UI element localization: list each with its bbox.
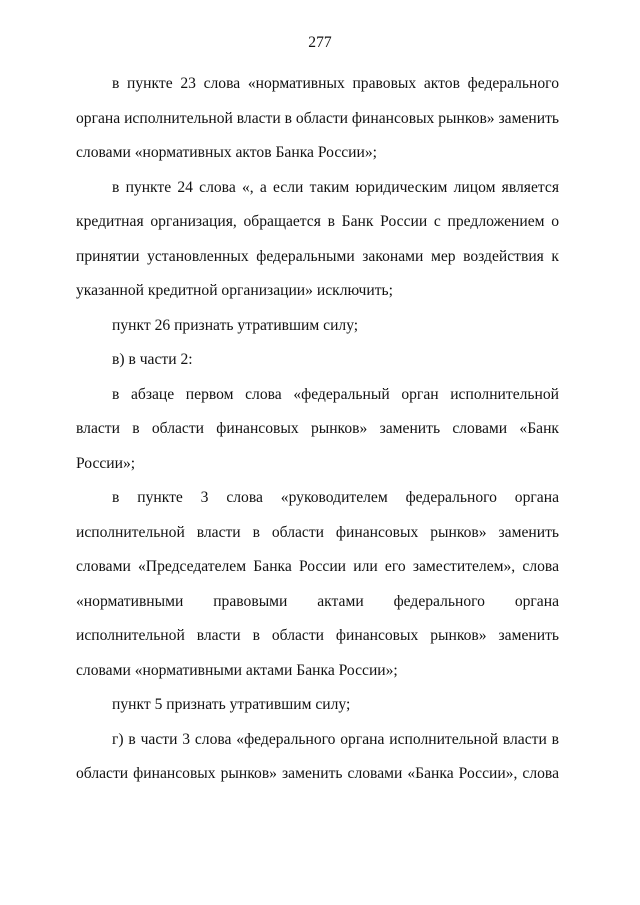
paragraph-part-2-heading: в) в части 2: — [112, 351, 193, 368]
paragraph-clause-23: в пункте 23 слова «нормативных правовых актов федерального органа исполнительной власти в области финансовых рынков» заменить словами «нормативных актов Банка России»; — [76, 75, 559, 161]
paragraph-clause-26: пункт 26 признать утратившим силу; — [112, 316, 359, 334]
paragraph-part-3: г) в части 3 слова «федерального органа исполнительной власти в области финансовых рынков» заменить словами «Банка России», слова — [76, 730, 559, 782]
paragraph-part-2-clause-3: в пункте 3 слова «руководителем федерального органа исполнительной власти в области финансовых рынков» заменить словами «Председателем Банка России или его заместителем», слова «нормативными правовыми актами федерального органа исполнительной власти в области финансовых рынков» заменить словами «нормативными актами Банка России»; — [76, 489, 559, 679]
document-body — [76, 67, 559, 792]
paragraph-part-2-clause-5: пункт 5 признать утратившим силу; — [112, 696, 351, 713]
page-number: 277 — [308, 34, 332, 51]
paragraph-part-2-first-indent: в абзаце первом слова «федеральный орган исполнительной власти в области финансовых рынков» заменить словами «Банк России»; — [76, 385, 559, 472]
paragraph-clause-24: в пункте 24 слова «, а если таким юридическим лицом является кредитная организация, обращается в Банк России с предложением о принятии установленных федеральными законами мер воздействия к указанной кредитной организации» исключить; — [76, 178, 559, 299]
